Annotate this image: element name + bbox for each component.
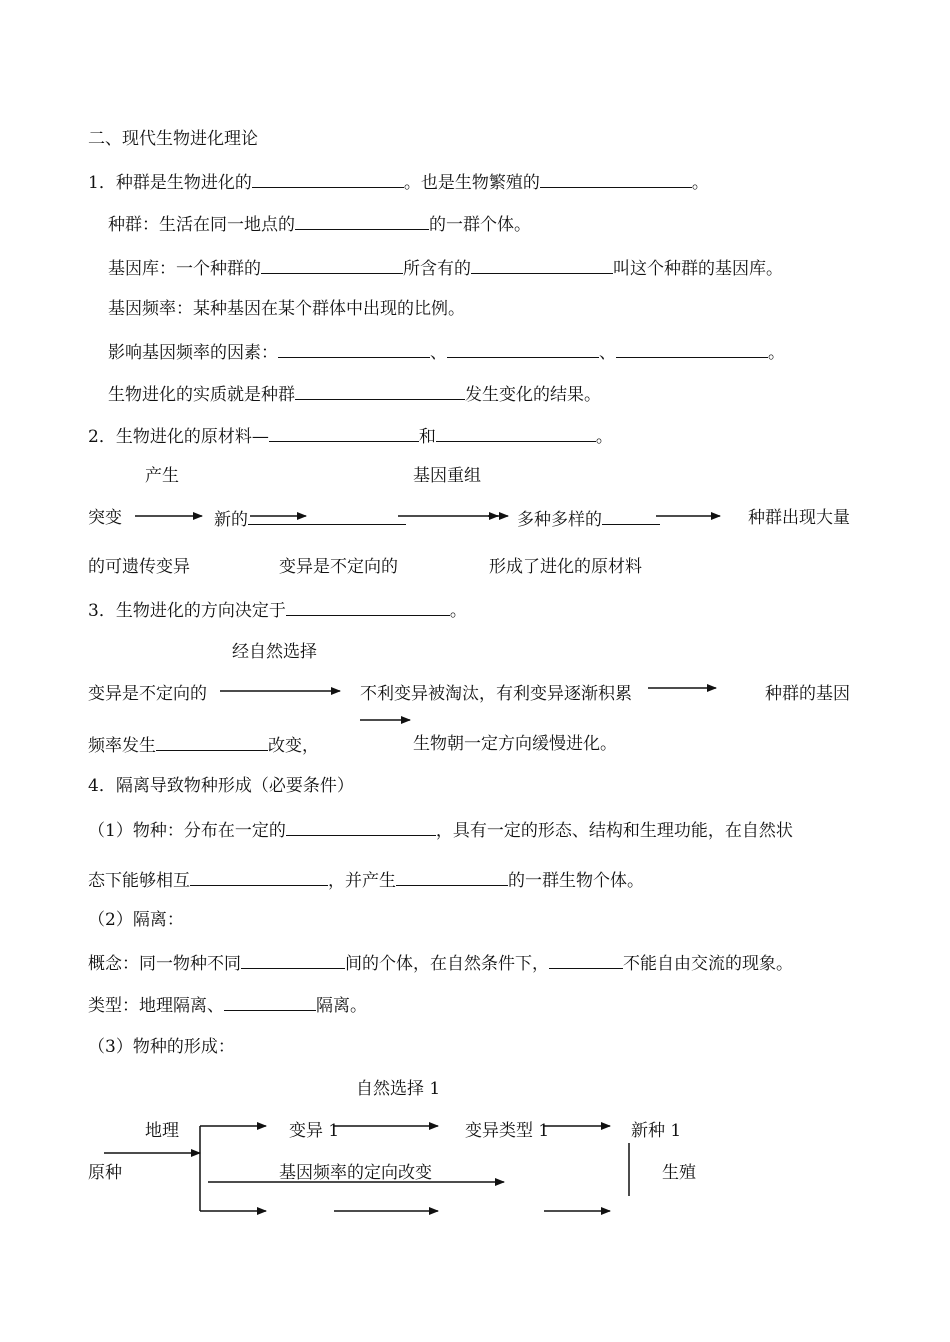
factors-text: 影响基因频率的因素： <box>108 343 278 363</box>
genepool-line <box>108 256 783 280</box>
type-text-a: 类型：地理隔离、 <box>88 996 224 1016</box>
q4-title: 4．隔离导致物种形成（必要条件） <box>88 776 354 796</box>
q3-text-b: 。 <box>449 601 467 621</box>
geography-label: 地理 <box>145 1121 179 1141</box>
type-text-b: 隔离。 <box>316 996 367 1016</box>
concept-line <box>88 951 793 975</box>
blank <box>261 256 403 274</box>
freq-change-b: 改变， <box>268 736 319 756</box>
blank <box>471 256 613 274</box>
q2-line <box>88 424 613 448</box>
q2-text-a: 2．生物进化的原材料— <box>88 427 269 447</box>
gene-frequency-line: 基因频率：某种基因在某个群体中出现的比例。 <box>108 299 465 319</box>
pool-text-a: 基因库：一个种群的 <box>108 259 261 279</box>
blank <box>286 598 450 616</box>
blank <box>286 818 436 836</box>
blank <box>436 424 596 442</box>
concept-text-b: 间的个体，在自然条件下， <box>345 954 549 974</box>
directed-change-label: 基因频率的定向改变 <box>279 1163 432 1183</box>
species-text-a: （1）物种：分布在一定的 <box>88 821 286 841</box>
formation-title: （3）物种的形成： <box>88 1037 235 1057</box>
q1-line <box>88 170 709 194</box>
variation-type-1-label: 变异类型 1 <box>465 1121 550 1141</box>
section-title: 二、现代生物进化理论 <box>88 129 258 149</box>
diverse-text: 多种多样的 <box>517 510 602 530</box>
q1-text-c: 。 <box>691 173 709 193</box>
population-line <box>108 212 531 236</box>
species-text-b: ，具有一定的形态、结构和生理功能，在自然状 <box>435 821 793 841</box>
evolve-label: 生物朝一定方向缓慢进化。 <box>413 734 617 754</box>
blank <box>540 170 692 188</box>
blank <box>269 424 419 442</box>
freq-change-line <box>88 733 319 757</box>
new-species-1-label: 新种 1 <box>631 1121 682 1141</box>
blank <box>616 340 768 358</box>
var-undirected-label: 变异是不定向的 <box>88 684 207 704</box>
new-of-text: 新的 <box>214 510 248 530</box>
blank <box>224 993 316 1011</box>
blank <box>278 340 430 358</box>
species-text-d: ，并产生 <box>328 871 396 891</box>
q1-text-b: 。也是生物繁殖的 <box>403 173 540 193</box>
blank <box>549 951 623 969</box>
concept-text-c: 不能自由交流的现象。 <box>623 954 793 974</box>
original-species-label: 原种 <box>88 1163 122 1183</box>
species-text-c: 态下能够相互 <box>88 871 190 891</box>
freq-change-a: 频率发生 <box>88 736 156 756</box>
type-line <box>88 993 367 1017</box>
mutation-label: 突变 <box>88 508 122 528</box>
blank <box>252 170 404 188</box>
blank <box>602 507 660 525</box>
diverse-label <box>517 507 660 531</box>
isolation-title: （2）隔离： <box>88 910 184 930</box>
pool-text-c: 叫这个种群的基因库。 <box>613 259 783 279</box>
species-line-2 <box>88 868 644 892</box>
sep: 、 <box>430 343 447 363</box>
blank <box>190 868 328 886</box>
new-of-label <box>214 507 406 531</box>
produce-label: 产生 <box>145 466 179 486</box>
blank <box>241 951 345 969</box>
essence-line <box>108 382 601 406</box>
blank <box>295 212 429 230</box>
species-text-e: 的一群生物个体。 <box>508 871 644 891</box>
blank <box>156 733 268 751</box>
sep: 、 <box>599 343 616 363</box>
species-line-1 <box>88 818 793 842</box>
pop-text-b: 的一群个体。 <box>429 215 531 235</box>
blank <box>295 382 465 400</box>
elimination-label: 不利变异被淘汰，有利变异逐渐积累 <box>360 684 632 704</box>
q2-text-b: 和 <box>418 427 436 447</box>
blank <box>248 507 406 525</box>
end: 。 <box>768 343 785 363</box>
natural-selection-1-label: 自然选择 1 <box>356 1079 441 1099</box>
raw-material-label: 形成了进化的原材料 <box>489 557 642 577</box>
pop-text-a: 种群：生活在同一地点的 <box>108 215 295 235</box>
heritable-label: 的可遗传变异 <box>88 557 190 577</box>
population-large-label: 种群出现大量 <box>748 508 850 528</box>
gene-of-pop-label: 种群的基因 <box>765 684 850 704</box>
q3-text-a: 3．生物进化的方向决定于 <box>88 601 286 621</box>
recombination-label: 基因重组 <box>413 466 481 486</box>
by-selection-label: 经自然选择 <box>232 642 317 662</box>
q2-text-c: 。 <box>595 427 613 447</box>
variation-1-label: 变异 1 <box>289 1121 340 1141</box>
pool-text-b: 所含有的 <box>403 259 471 279</box>
q1-text-a: 1．种群是生物进化的 <box>88 173 252 193</box>
essence-text-a: 生物进化的实质就是种群 <box>108 385 295 405</box>
essence-text-b: 发生变化的结果。 <box>465 385 601 405</box>
undirected-label: 变异是不定向的 <box>279 557 398 577</box>
blank <box>447 340 599 358</box>
q3-line <box>88 598 467 622</box>
blank <box>396 868 508 886</box>
reproduction-label: 生殖 <box>662 1163 696 1183</box>
concept-text-a: 概念：同一物种不同 <box>88 954 241 974</box>
factors-line <box>108 340 785 364</box>
